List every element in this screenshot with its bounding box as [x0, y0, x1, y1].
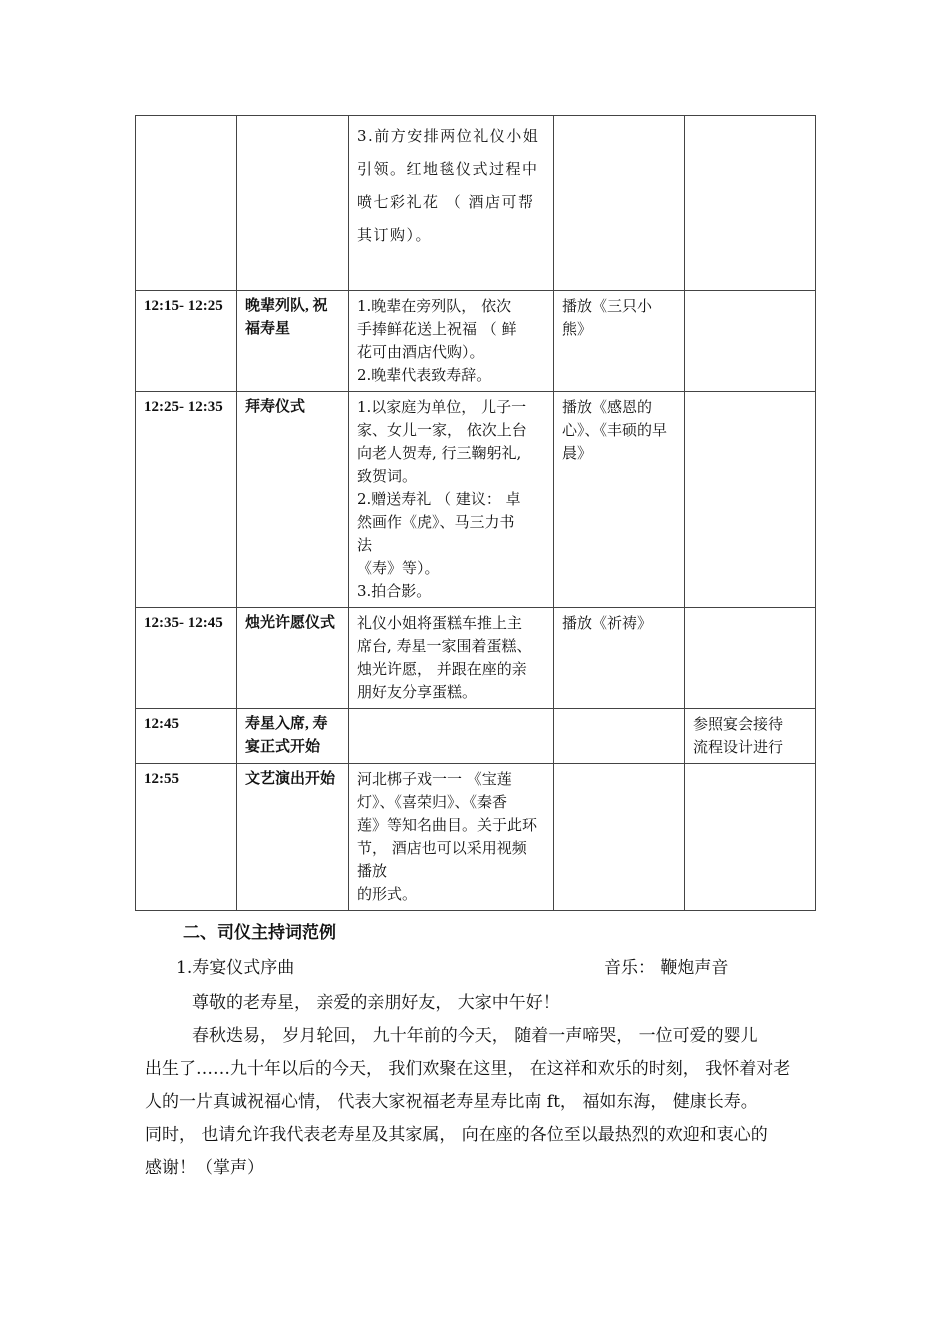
item-cell: 寿星入席, 寿宴正式开始 — [237, 709, 349, 764]
content-line: 播放 — [357, 862, 388, 880]
content-line: 3.前方安排两位礼仪小姐 — [357, 127, 540, 145]
note-cell — [685, 392, 816, 608]
content-cell — [349, 608, 554, 709]
table-row — [136, 392, 816, 608]
time-cell — [136, 116, 237, 291]
paragraph-line: 出生了……九十年以后的今天， 我们欢聚在这里， 在这祥和欢乐的时刻， 我怀着对老 — [145, 1059, 791, 1079]
content-line: 2.晚辈代表致寿辞。 — [357, 366, 492, 384]
note-cell — [685, 709, 816, 764]
schedule-table — [135, 115, 816, 911]
time-cell: 12:25- 12:35 — [136, 392, 237, 608]
content-line: 3.拍合影。 — [357, 582, 432, 600]
note-cell — [685, 116, 816, 291]
content-line: 河北梆子戏一一 《宝莲 — [357, 770, 512, 788]
paragraph-line: 尊敬的老寿星， 亲爱的亲朋好友， 大家中午好！ — [192, 993, 560, 1013]
section-title: 二、司仪主持词范例 — [183, 923, 336, 943]
content-line: 手捧鲜花送上祝福 （ 鲜 — [357, 320, 517, 338]
content-line: 其订购）。 — [357, 226, 433, 244]
music-cell — [554, 392, 685, 608]
content-cell — [349, 116, 554, 291]
content-line: 礼仪小姐将蛋糕车推上主 — [357, 614, 523, 632]
content-line: 莲》等知名曲目。关于此环 — [357, 816, 538, 834]
music-cell — [554, 608, 685, 709]
content-cell — [349, 764, 554, 911]
speech-paragraph — [145, 1020, 810, 1185]
content-line: 法 — [357, 536, 373, 554]
item-cell: 文艺演出开始 — [237, 764, 349, 911]
content-line: 喷七彩礼花 （ 酒店可帮 — [357, 193, 535, 211]
music-line: 播放《感恩的 — [562, 398, 653, 416]
item-cell: 晚辈列队, 祝福寿星 — [237, 291, 349, 392]
content-line: 家、女儿一家， 依次上台 — [357, 421, 527, 439]
note-cell — [685, 608, 816, 709]
music-note: 音乐： 鞭炮声音 — [604, 958, 729, 978]
content-line: 《寿》等）。 — [357, 559, 440, 577]
table-row — [136, 608, 816, 709]
content-line: 1.以家庭为单位， 儿子一 — [357, 398, 527, 416]
content-line: 2.赠送寿礼 （ 建议： 卓 — [357, 490, 521, 508]
music-line: 熊》 — [562, 320, 593, 338]
content-line: 引领。红地毯仪式过程中 — [357, 160, 539, 178]
item-cell — [237, 116, 349, 291]
content-line: 的形式。 — [357, 885, 418, 903]
table-row — [136, 116, 816, 291]
item-cell: 烛光许愿仪式 — [237, 608, 349, 709]
item-cell: 拜寿仪式 — [237, 392, 349, 608]
music-line: 播放《祈祷》 — [562, 614, 653, 632]
music-cell — [554, 116, 685, 291]
greeting-paragraph — [145, 987, 810, 1020]
content-line: 1.晚辈在旁列队， 依次 — [357, 297, 512, 315]
note-line: 流程设计进行 — [693, 738, 784, 756]
note-line: 参照宴会接待 — [693, 715, 784, 733]
table-row — [136, 709, 816, 764]
content-cell — [349, 291, 554, 392]
content-line: 花可由酒店代购）。 — [357, 343, 485, 361]
paragraph-line: 春秋迭易， 岁月轮回， 九十年前的今天， 随着一声啼哭， 一位可爱的婴儿 — [192, 1026, 758, 1046]
table-row — [136, 764, 816, 911]
music-line: 播放《三只小 — [562, 297, 653, 315]
paragraph-line: 同时， 也请允许我代表老寿星及其家属， 向在座的各位至以最热烈的欢迎和衷心的 — [145, 1125, 768, 1145]
note-cell — [685, 291, 816, 392]
time-cell: 12:35- 12:45 — [136, 608, 237, 709]
music-line: 晨》 — [562, 444, 593, 462]
note-cell — [685, 764, 816, 911]
music-cell — [554, 291, 685, 392]
paragraph-line: 人的一片真诚祝福心情， 代表大家祝福老寿星寿比南 ft， 福如东海， 健康长寿。 — [145, 1092, 758, 1112]
music-line: 心》、《丰硕的早 — [562, 421, 668, 439]
content-line: 然画作《虎》、马三力书 — [357, 513, 515, 531]
music-cell — [554, 709, 685, 764]
time-cell: 12:55 — [136, 764, 237, 911]
content-line: 灯》、《喜荣归》、《秦香 — [357, 793, 508, 811]
content-line: 向老人贺寿, 行三鞠躬礼, — [357, 444, 522, 462]
content-cell — [349, 709, 554, 764]
content-line: 烛光许愿， 并跟在座的亲 — [357, 660, 527, 678]
content-line: 席台, 寿星一家围着蛋糕、 — [357, 637, 532, 655]
table-row — [136, 291, 816, 392]
content-line: 朋好友分享蛋糕。 — [357, 683, 478, 701]
paragraph-line: 感谢！（掌声） — [145, 1158, 264, 1178]
music-cell — [554, 764, 685, 911]
subsection-title: 1.寿宴仪式序曲 — [176, 958, 295, 978]
content-line: 节， 酒店也可以采用视频 — [357, 839, 527, 857]
content-line: 致贺词。 — [357, 467, 418, 485]
time-cell: 12:45 — [136, 709, 237, 764]
content-cell — [349, 392, 554, 608]
time-cell: 12:15- 12:25 — [136, 291, 237, 392]
